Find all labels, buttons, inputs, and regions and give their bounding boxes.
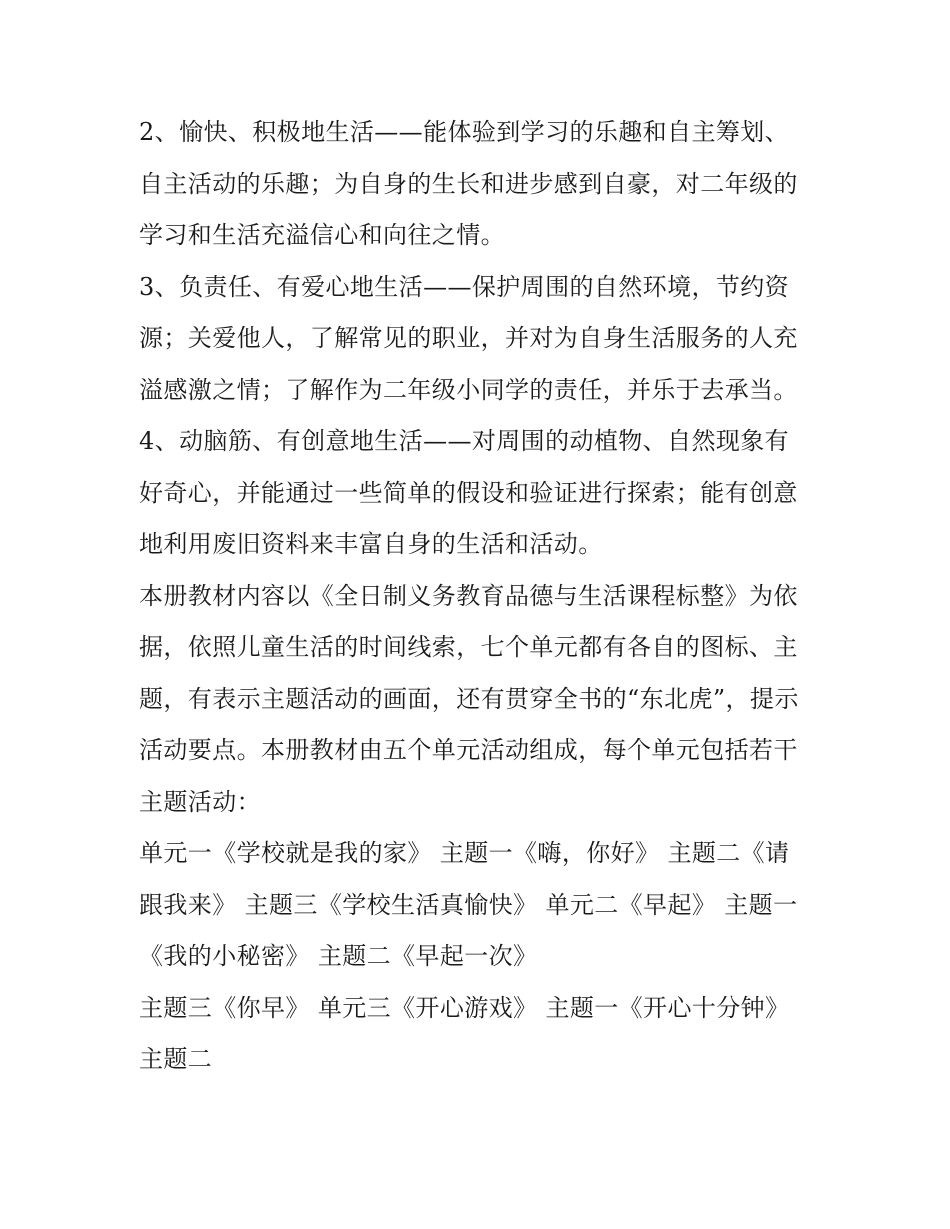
text-line: 题，有表示主题活动的画面，还有贯穿全书的“东北虎”，提示 [139,684,799,713]
text-line: 主题活动： [139,787,261,816]
text-line: 本册教材内容以《全日制义务教育品德与生活课程标整》为依 [139,581,798,610]
text-line: 2、愉快、积极地生活——能体验到学习的乐趣和自主筹划、 [139,118,790,146]
paragraph-units-list-1 [139,828,819,983]
paragraph-units-list-2 [139,983,819,1086]
paragraph-textbook-intro [139,571,819,829]
text-line: 据，依照儿童生活的时间线索，七个单元都有各自的图标、主 [139,633,798,661]
text-line: 好奇心，并能通过一些简单的假设和验证进行探索；能有创意 [139,478,798,507]
text-line: 主题三《你早》 单元三《开心游戏》 主题一《开心十分钟》 [139,993,790,1022]
text-line: 学习和生活充溢信心和向往之情。 [139,221,505,249]
text-line: 《我的小秘密》 主题二《早起一次》 [139,942,538,970]
paragraph-goal-4 [139,416,819,571]
text-line: 跟我来》 主题三《学校生活真愉快》 单元二《早起》 主题一 [139,890,798,919]
text-line: 源；关爱他人，了解常见的职业，并对为自身生活服务的人充 [139,324,798,352]
paragraph-goal-3 [139,262,819,417]
text-line: 单元一《学校就是我的家》 主题一《嗨，你好》 主题二《请 [139,839,790,867]
text-line: 主题二 [139,1045,213,1073]
text-line: 地利用废旧资料来丰富自身的生活和活动。 [139,530,603,558]
text-line: 活动要点。本册教材由五个单元活动组成，每个单元包括若干 [139,736,798,764]
text-line: 自主活动的乐趣；为自身的生长和进步感到自豪，对二年级的 [139,169,798,198]
text-line: 4、动脑筋、有创意地生活——对周围的动植物、自然现象有 [139,427,790,455]
paragraph-goal-2 [139,107,819,262]
text-line: 溢感激之情；了解作为二年级小同学的责任，并乐于去承当。 [139,375,798,404]
document-body [139,107,819,1086]
text-line: 3、负责任、有爱心地生活——保护周围的自然环境，节约资 [139,272,790,301]
